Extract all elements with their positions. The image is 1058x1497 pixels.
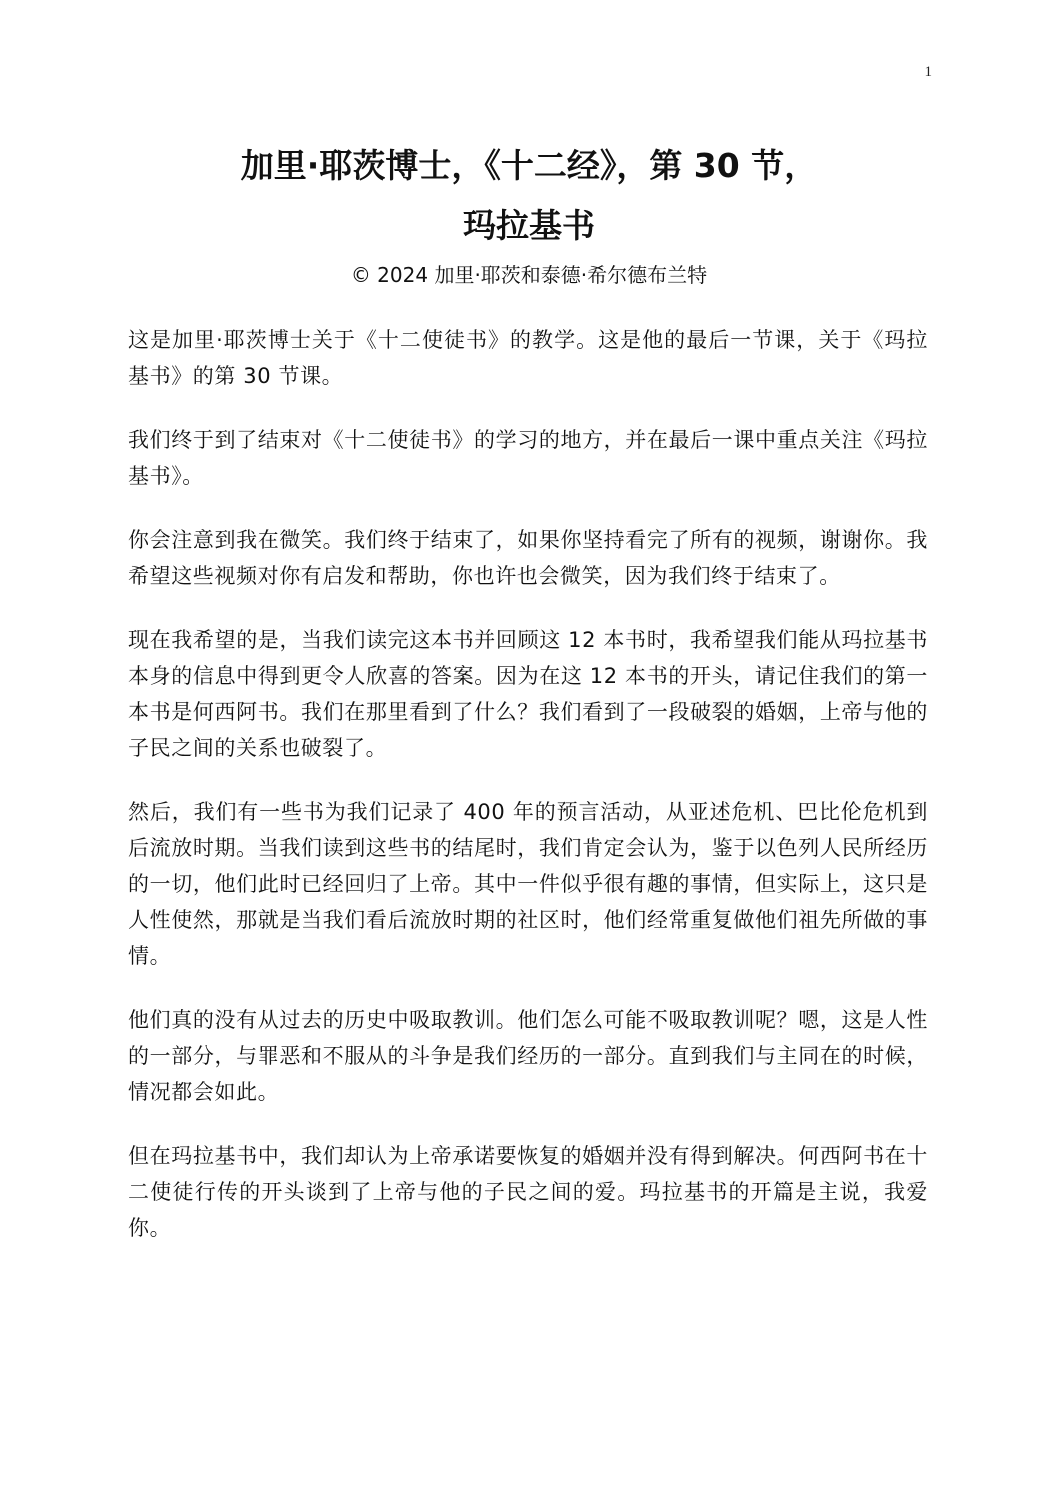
paragraph: 我们终于到了结束对《十二使徒书》的学习的地方，并在最后一课中重点关注《玛拉基书》。 [128,428,928,488]
document-body [128,322,928,1274]
document-title-line-2: 玛拉基书 [463,206,595,245]
paragraph: 这是加里·耶茨博士关于《十二使徒书》的教学。这是他的最后一节课，关于《玛拉基书》的第 30 节课。 [128,328,928,388]
paragraph: 然后，我们有一些书为我们记录了 400 年的预言活动，从亚述危机、巴比伦危机到后流放时期。当我们读到这些书的结尾时，我们肯定会认为，鉴于以色列人民所经历的一切，他们此时已经回归了上帝。其中一件似乎很有趣的事情，但实际上，这只是人性使然，那就是当我们看后流放时期的社区时，他们经常重复做他们祖先所做的事情。 [128,800,928,968]
document-title-line-1: 加里·耶茨博士，《十二经》，第 30 节， [240,146,818,185]
copyright-notice: © 2024 加里·耶茨和泰德·希尔德布兰特 [350,263,708,287]
page-number: 1 [924,64,932,80]
paragraph: 你会注意到我在微笑。我们终于结束了，如果你坚持看完了所有的视频，谢谢你。我希望这些视频对你有启发和帮助，你也许也会微笑，因为我们终于结束了。 [128,528,928,588]
paragraph: 但在玛拉基书中，我们却认为上帝承诺要恢复的婚姻并没有得到解决。何西阿书在十二使徒行传的开头谈到了上帝与他的子民之间的爱。玛拉基书的开篇是主说，我爱你。 [128,1144,928,1240]
paragraph: 现在我希望的是，当我们读完这本书并回顾这 12 本书时，我希望我们能从玛拉基书本身的信息中得到更令人欣喜的答案。因为在这 12 本书的开头，请记住我们的第一本书是何西阿书。我们在那里看到了什么？我们看到了一段破裂的婚姻，上帝与他的子民之间的关系也破裂了。 [128,628,928,760]
paragraph: 他们真的没有从过去的历史中吸取教训。他们怎么可能不吸取教训呢？嗯，这是人性的一部分，与罪恶和不服从的斗争是我们经历的一部分。直到我们与主同在的时候，情况都会如此。 [128,1008,928,1104]
